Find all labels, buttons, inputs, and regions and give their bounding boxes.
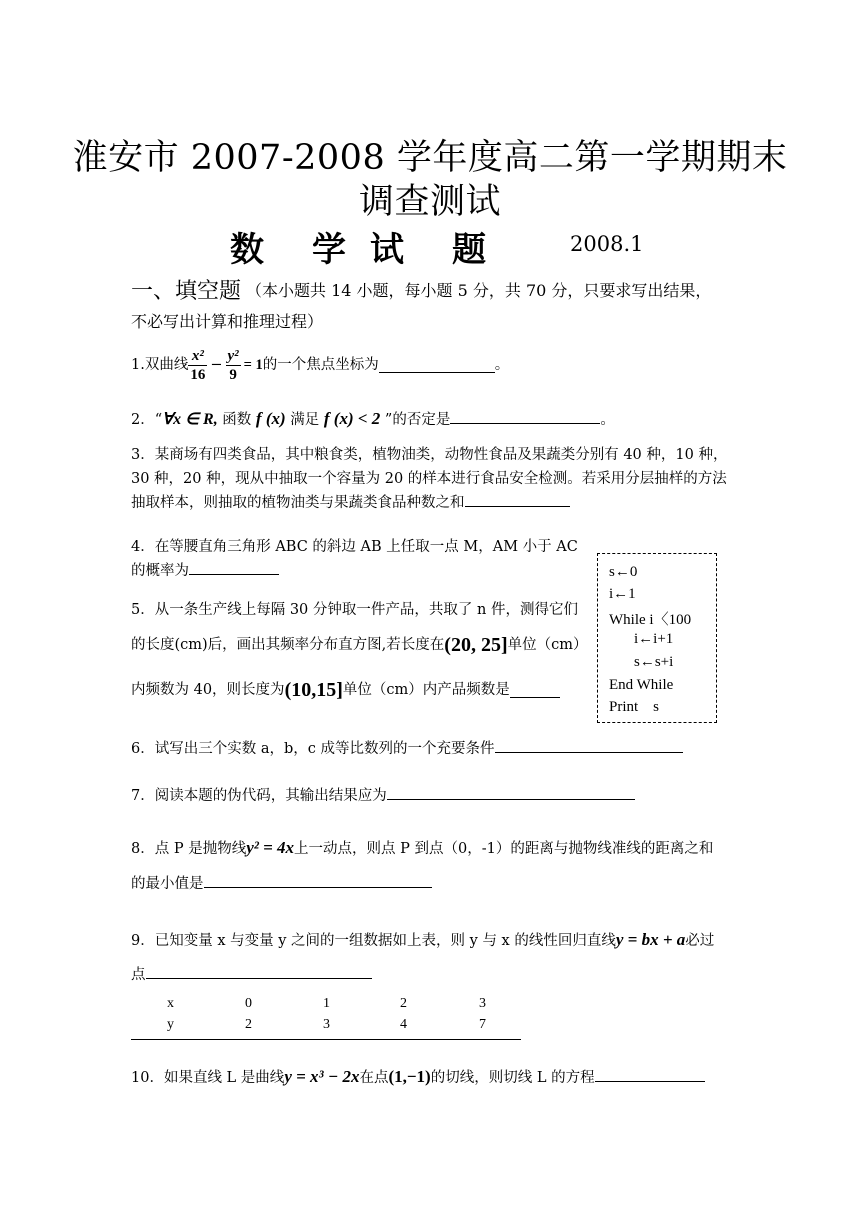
table-cell: 1 [323, 996, 330, 1011]
question-6 [131, 738, 683, 760]
q10-math-point: (1,−1) [388, 1067, 431, 1086]
q2-mid1: 函数 [217, 412, 256, 428]
subject-char-2: 学 [312, 230, 346, 270]
q1-end: 。 [494, 357, 510, 373]
q3-line1: 3．某商场有四类食品，其中粮食类，植物油类，动物性食品及果蔬类分别有 40 种，10 种， [131, 447, 728, 463]
q2-answer-blank[interactable] [450, 409, 600, 424]
q1-prefix: 1.双曲线 [131, 357, 189, 373]
q1-suffix: 的一个焦点坐标为 [262, 357, 379, 373]
table-cell: 4 [400, 1017, 407, 1032]
table-cell: 3 [323, 1017, 330, 1032]
q5-line3-a: 内频数为 40，则长度为 [131, 682, 285, 698]
q1-frac1-den: 16 [190, 366, 206, 383]
subject-char-3: 试 [370, 230, 404, 270]
q10-math-curve: y = x³ − 2x [284, 1067, 360, 1086]
question-3 [131, 443, 727, 515]
q4-line2: 的概率为 [131, 563, 189, 579]
question-10 [131, 1066, 705, 1089]
question-5-line2 [131, 630, 588, 660]
subject-char-1: 数 [230, 230, 264, 270]
code-line-2: i←1 [609, 586, 636, 602]
question-4 [131, 535, 578, 583]
q8-prefix: 8．点 P 是抛物线 [131, 841, 247, 857]
code-line-7: Print s [609, 699, 660, 715]
question-8-line2 [131, 873, 432, 895]
section-heading: 一、填空题 [131, 279, 242, 304]
table-cell: y [167, 1017, 174, 1032]
q8-answer-blank[interactable] [204, 873, 432, 888]
table-cell: 7 [479, 1017, 486, 1032]
q8-line2: 的最小值是 [131, 876, 204, 892]
q10-suffix: 的切线，则切线 L 的方程 [430, 1070, 595, 1086]
table-cell: 2 [245, 1017, 252, 1032]
question-7 [131, 785, 635, 807]
q8-math: y² = 4x [246, 838, 295, 857]
q10-answer-blank[interactable] [595, 1067, 705, 1082]
exam-date: 2008.1 [570, 232, 644, 256]
q2-end: 。 [600, 412, 615, 428]
q5-line3-b: 单位（cm）内产品频数是 [342, 682, 510, 698]
q9-line2: 点 [131, 967, 146, 983]
q2-prefix: 2．“ [131, 412, 163, 428]
q1-fraction-x [188, 347, 207, 384]
code-line-5: s←s+i [634, 654, 674, 670]
q10-prefix: 10．如果直线 L 是曲线 [131, 1070, 285, 1086]
q9-prefix: 9．已知变量 x 与变量 y 之间的一组数据如上表，则 y 与 x 的线性回归直线 [131, 933, 616, 949]
q5-answer-blank[interactable] [510, 683, 560, 698]
q5-line2-a: 的长度(cm)后，画出其频率分布直方图,若长度在 [131, 637, 445, 653]
question-9-line1 [131, 929, 714, 952]
q6-text: 6．试写出三个实数 a，b，c 成等比数列的一个充要条件 [131, 741, 495, 757]
q4-answer-blank[interactable] [189, 560, 279, 575]
q2-math-fx: f (x) [255, 409, 286, 428]
q7-answer-blank[interactable] [387, 785, 635, 800]
q7-text: 7．阅读本题的伪代码，其输出结果应为 [131, 788, 387, 804]
q1-answer-blank[interactable] [379, 358, 495, 373]
q4-line1: 4．在等腰直角三角形 ABC 的斜边 AB 上任取一点 M，AM 小于 AC [131, 539, 578, 555]
q5-line2-b: 单位（cm） [507, 637, 588, 653]
subject-title [230, 222, 486, 271]
q1-frac1-num: x² [188, 347, 207, 366]
q1-frac2-den: 9 [229, 366, 237, 383]
q2-math-forall: ∀x ∈ R, [162, 411, 218, 428]
table-cell: 3 [479, 996, 486, 1011]
q3-line2: 30 种，20 种，现从中抽取一个容量为 20 的样本进行食品安全检测。若采用分层抽样的方法 [131, 471, 727, 487]
code-line-3: While i〈100 [609, 612, 692, 628]
q9-answer-blank[interactable] [146, 964, 372, 979]
question-5-line3 [131, 675, 560, 705]
code-line-6: End While [609, 677, 674, 693]
question-1 [131, 345, 509, 385]
section-note-line1: （本小题共 14 小题，每小题 5 分，共 70 分，只要求写出结果， [246, 281, 712, 300]
exam-title-line1: 淮安市 2007-2008 学年度高二第一学期期末 [72, 138, 788, 178]
q2-math-ineq: f (x) < 2 [323, 409, 381, 428]
code-line-1: s←0 [609, 564, 638, 580]
table-cell: 0 [245, 996, 252, 1011]
table-bottom-rule [131, 1039, 521, 1040]
question-5-line1: 5．从一条生产线上每隔 30 分钟取一件产品，共取了 n 件，测得它们 [131, 602, 578, 618]
q1-eq: = 1 [243, 357, 263, 373]
q2-mid2: 满足 [285, 412, 324, 428]
q8-suffix: 上一动点，则点 P 到点（0，-1）的距离与抛物线准线的距离之和 [294, 841, 714, 857]
question-8-line1 [131, 837, 713, 860]
q6-answer-blank[interactable] [495, 738, 683, 753]
q5-interval1: (20, 25] [444, 634, 508, 656]
q10-mid: 在点 [359, 1070, 389, 1086]
subject-char-4: 题 [452, 230, 486, 270]
q9-suffix: 必过 [685, 933, 715, 949]
q2-suffix: ”的否定是 [380, 412, 451, 428]
table-row-x [131, 996, 521, 1016]
q5-interval2: (10,15] [284, 679, 343, 701]
q1-fraction-y [226, 347, 241, 384]
q9-math: y = bx + a [615, 930, 686, 949]
q1-frac2-num: y² [227, 347, 239, 364]
q3-line3: 抽取样本，则抽取的植物油类与果蔬类食品种数之和 [131, 495, 465, 511]
table-cell: x [167, 996, 174, 1011]
code-line-4: i←i+1 [634, 631, 674, 647]
q1-minus: − [210, 357, 223, 373]
question-2 [131, 408, 615, 431]
table-row-y [131, 1017, 521, 1037]
exam-title-line2: 调查测试 [358, 182, 501, 222]
table-cell: 2 [400, 996, 407, 1011]
q3-answer-blank[interactable] [465, 492, 570, 507]
section-note-line2: 不必写出计算和推理过程） [131, 312, 324, 331]
question-9-line2 [131, 964, 372, 986]
